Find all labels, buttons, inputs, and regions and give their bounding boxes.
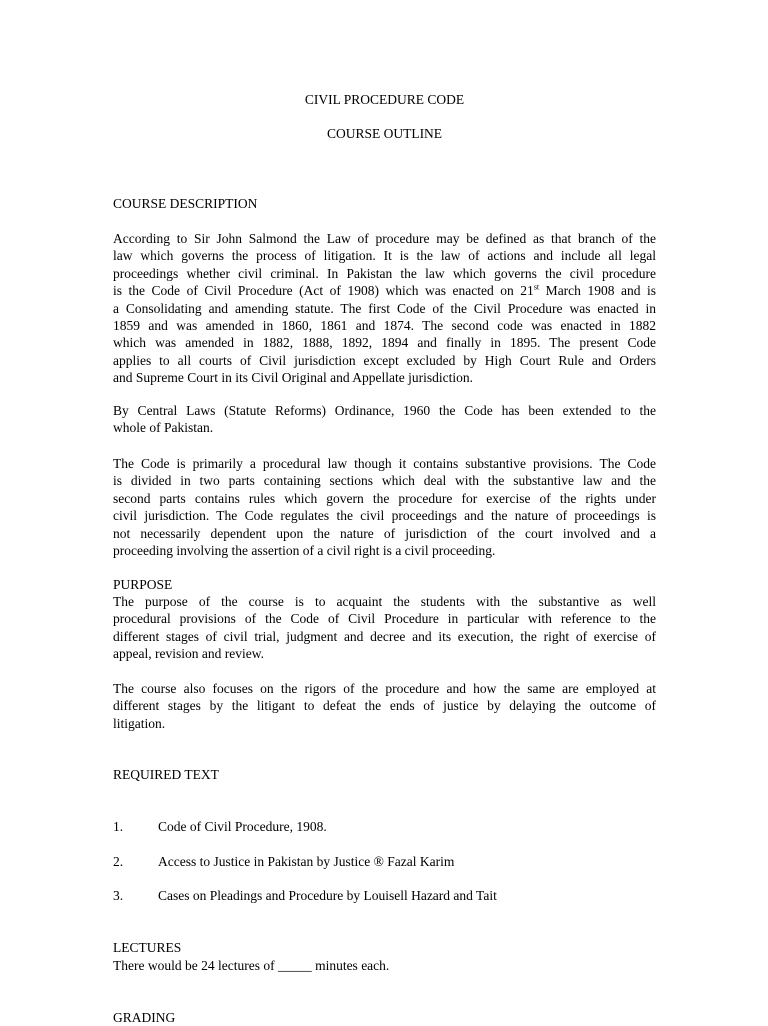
list-item-text: Access to Justice in Pakistan by Justice ® Fazal Karim bbox=[158, 854, 455, 869]
grading-heading: GRADING bbox=[113, 1010, 176, 1025]
paragraph-line: The purpose of the course is to acquaint the students with the substantive as well bbox=[113, 594, 656, 609]
list-item-text: Cases on Pleadings and Procedure by Louisell Hazard and Tait bbox=[158, 888, 497, 903]
paragraph-line: proceeding involving the assertion of a civil right is a civil proceeding. bbox=[113, 543, 496, 559]
paragraph-line: applies to all courts of Civil jurisdiction except excluded by High Court Rule and Orders bbox=[113, 352, 656, 368]
paragraph-line: According to Sir John Salmond the Law of procedure may be defined as that branch of the bbox=[113, 231, 656, 246]
paragraph-line: not necessarily dependent upon the nature of jurisdiction of the court involved and a bbox=[113, 525, 656, 541]
paragraph-line: proceedings whether civil criminal. In Pakistan the law which governs the civil procedure bbox=[113, 265, 656, 281]
paragraph-line: appeal, revision and review. bbox=[113, 646, 264, 662]
line-text-tail: March 1908 and is bbox=[539, 283, 657, 299]
paragraph-line: is divided in two parts containing sections which deal with the substantive law and the bbox=[113, 473, 656, 489]
paragraph-line-with-superscript bbox=[113, 282, 656, 299]
paragraph-line: whole of Pakistan. bbox=[113, 420, 214, 436]
course-description-paragraph-1 bbox=[113, 230, 656, 387]
required-text-heading: REQUIRED TEXT bbox=[113, 767, 219, 782]
paragraph-line: civil jurisdiction. The Code regulates the civil proceedings and the nature of proceedings is bbox=[113, 508, 656, 524]
paragraph-line: The Code is primarily a procedural law though it contains substantive provisions. The Code bbox=[113, 456, 656, 471]
superscript: st bbox=[533, 282, 540, 292]
document-title: CIVIL PROCEDURE CODE bbox=[304, 92, 465, 107]
purpose-paragraph-1 bbox=[113, 593, 656, 663]
paragraph-line: litigation. bbox=[113, 715, 166, 731]
list-item-text: Code of Civil Procedure, 1908. bbox=[158, 819, 327, 834]
list-item-number: 3. bbox=[113, 888, 124, 903]
course-description-paragraph-3 bbox=[113, 455, 656, 559]
paragraph-line: and Supreme Court in its Civil Original and Appellate jurisdiction. bbox=[113, 370, 473, 386]
paragraph-line: 1859 and was amended in 1860, 1861 and 1874. The second code was enacted in 1882 bbox=[113, 318, 656, 334]
paragraph-line: By Central Laws (Statute Reforms) Ordinance, 1960 the Code has been extended to the bbox=[113, 403, 656, 418]
lectures-heading: LECTURES bbox=[113, 940, 182, 955]
list-item-number: 2. bbox=[113, 854, 124, 869]
paragraph-line: The course also focuses on the rigors of the procedure and how the same are employed at bbox=[113, 681, 656, 696]
purpose-paragraph-2 bbox=[113, 680, 656, 732]
course-description-heading: COURSE DESCRIPTION bbox=[113, 196, 258, 211]
paragraph-line: different stages of civil trial, judgment and decree and its execution, the right of exercise of bbox=[113, 628, 656, 644]
paragraph-line: a Consolidating and amending statute. The first Code of the Civil Procedure was enacted in bbox=[113, 300, 656, 316]
paragraph-line: law which governs the process of litigation. It is the law of actions and include all legal bbox=[113, 248, 656, 264]
paragraph-line: second parts contains rules which govern the procedure for exercise of the rights under bbox=[113, 490, 656, 506]
course-description-paragraph-2 bbox=[113, 402, 656, 437]
paragraph-line: different stages by the litigant to defeat the ends of justice by delaying the outcome of bbox=[113, 698, 656, 714]
paragraph-line: which was amended in 1882, 1888, 1892, 1894 and finally in 1895. The present Code bbox=[113, 335, 656, 351]
purpose-heading: PURPOSE bbox=[113, 577, 173, 592]
list-item-number: 1. bbox=[113, 819, 124, 834]
paragraph-line: procedural provisions of the Code of Civil Procedure in particular with reference to the bbox=[113, 611, 656, 627]
lectures-text: There would be 24 lectures of _____ minutes each. bbox=[113, 958, 390, 973]
line-text: is the Code of Civil Procedure (Act of 1908) which was enacted on 21 bbox=[113, 283, 534, 299]
document-subtitle: COURSE OUTLINE bbox=[326, 126, 443, 141]
